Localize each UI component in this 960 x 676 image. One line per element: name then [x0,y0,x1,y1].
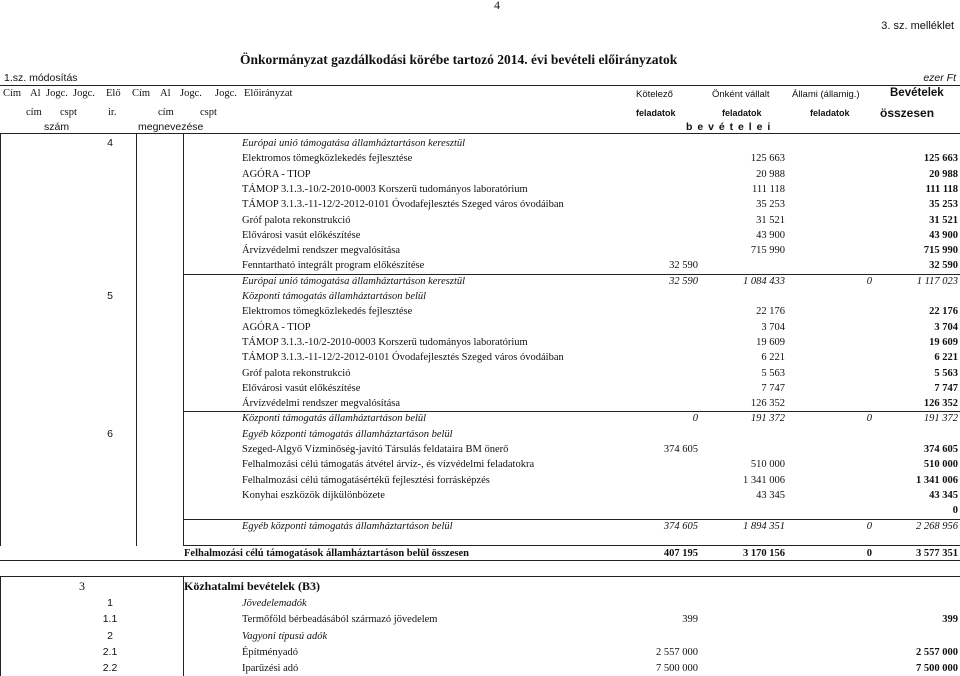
value-osszesen: 20 988 [929,168,958,180]
row-name: Európai unió támogatása államháztartáson keresztül [242,275,466,287]
table-row [0,350,960,365]
table-row [0,457,960,472]
value-onkent: 1 341 006 [743,474,785,486]
row-number: 2.2 [102,662,118,675]
page-number: 4 [494,0,500,12]
row-name: Európai unió támogatása államháztartáson keresztül [242,138,466,149]
value-onkent: 43 900 [756,229,785,241]
row-name: Központi támogatás államháztartáson belül [242,291,427,302]
page-title: Önkormányzat gazdálkodási körébe tartozó 2014. évi bevételi előirányzatok [240,52,678,67]
value-onkent: 22 176 [756,306,785,318]
hdr-al: Al [30,88,41,99]
hdr-eloiranyzat: Előirányzat [244,88,293,99]
row-number: 1 [107,597,113,609]
value-onkent: 6 221 [761,352,785,364]
value-allami: 0 [866,413,872,425]
value-osszesen: 125 663 [923,153,958,165]
row-name: AGÓRA - TIOP [242,168,311,180]
row-number: 2.1 [102,645,118,658]
total-kotelezo: 407 195 [663,548,698,559]
row-name: TÁMOP 3.1.3.-10/2-2010-0003 Korszerű tudományos laboratórium [242,183,528,195]
value-allami: 0 [866,520,872,532]
row-name: Konyhai eszközök díjkülönbözete [242,489,385,501]
total-osszesen: 3 577 351 [916,548,958,559]
group-header-row [0,427,960,442]
hdr-kotelezo: Kötelező [636,89,673,100]
hdr-jogc4: Jogc. [215,88,237,99]
row-name: Elektromos tömegközlekedés fejlesztése [242,306,413,318]
hdr-cim2: Cím [132,88,151,99]
hdr2-ir: ir. [108,107,117,118]
value-osszesen: 19 609 [929,336,958,348]
value-osszesen: 3 704 [934,321,958,333]
value-kotelezo: 32 590 [669,275,698,287]
value-onkent: 20 988 [756,168,785,180]
table-row [0,182,960,197]
table-row [0,243,960,258]
table-row [0,645,960,660]
value-kotelezo: 374 605 [663,444,698,455]
table-row [0,381,960,396]
row-name: Központi támogatás államháztartáson belül [242,413,427,425]
value-osszesen: 1 341 006 [916,474,958,486]
row-number: 2 [107,629,113,642]
hdr2-cim: cím [26,107,42,118]
row-name: Szeged-Algyő Vízminőség-javító Társulás feldataira BM önerő [242,444,509,455]
value-osszesen: 111 118 [925,183,958,195]
value-osszesen: 7 500 000 [916,663,958,675]
value-onkent: 19 609 [756,336,785,348]
row-name: Iparűzési adó [242,663,299,675]
row-name: Termőföld bérbeadásából származó jövedelem [242,614,438,626]
value-osszesen: 191 372 [923,413,958,425]
value-onkent: 125 663 [750,153,785,165]
table-row [0,629,960,644]
row-name: Elektromos tömegközlekedés fejlesztése [242,153,413,165]
value-osszesen: 510 000 [923,459,958,471]
value-kotelezo: 374 605 [663,520,698,532]
row-name: Árvízvédelmi rendszer megvalósítása [242,245,401,257]
value-osszesen: 374 605 [923,444,958,455]
row-name: TÁMOP 3.1.3.-11-12/2-2012-0101 Óvodafejlesztés Szeged város óvodáiban [242,199,564,211]
subtotal-row [0,274,960,289]
row-number: 5 [107,290,113,302]
hdr-allami: Állami (államig.) [792,89,860,100]
table-row [0,488,960,503]
row-number: 6 [107,427,113,440]
table-row [0,366,960,381]
value-osszesen: 399 [942,614,958,626]
hdr-elo: Elő [106,88,121,99]
table-row [0,661,960,676]
hdr2-cspt2: cspt [200,107,217,118]
value-kotelezo: 2 557 000 [656,646,698,658]
section-title: Közhatalmi bevételek (B3) [184,579,320,593]
hdr-jogc3: Jogc. [180,88,202,99]
row-number: 4 [107,137,113,149]
total-name: Felhalmozási célú támogatások államháztartáson belül összesen [184,548,469,559]
value-onkent: 1 894 351 [743,520,785,532]
value-osszesen: 31 521 [929,214,958,226]
hdr-allami2: feladatok [810,108,850,118]
table-row [0,503,960,518]
value-osszesen: 43 345 [929,489,958,501]
value-onkent: 43 345 [756,489,785,501]
table-row [0,304,960,319]
value-onkent: 3 704 [761,321,785,333]
value-allami: 0 [866,275,872,287]
row-name: Felhalmozási célú támogatásértékű fejlesztési forrásképzés [242,474,490,486]
row-name: Egyéb központi támogatás államháztartáson belül [242,520,453,532]
subtotal-row [0,411,960,426]
row-name: Vagyoni típusú adók [242,630,328,642]
group-header-row [0,289,960,304]
value-onkent: 31 521 [756,214,785,226]
table-row [0,396,960,411]
hdr-megnevezese: megnevezése [138,121,204,133]
value-osszesen: 715 990 [923,245,958,257]
hdr-onkent2: feladatok [722,108,762,118]
row-name: Felhalmozási célú támogatás átvétel árvíz-, és vízvédelmi feladatokra [242,459,535,471]
value-onkent: 7 747 [761,382,785,394]
value-onkent: 715 990 [750,245,785,257]
table-row [0,473,960,488]
table-row [0,213,960,228]
value-osszesen: 35 253 [929,199,958,211]
table-row [0,228,960,243]
value-osszesen: 126 352 [923,398,958,410]
value-osszesen: 1 117 023 [916,275,958,287]
unit-label: ezer Ft [923,72,956,84]
group-header-row [0,136,960,151]
row-name: Gróf palota rekonstrukció [242,214,351,226]
hdr-jogc1: Jogc. [46,88,68,99]
value-osszesen: 7 747 [934,382,958,394]
header-row2 [0,107,600,121]
table-row [0,151,960,166]
row-name: TÁMOP 3.1.3.-10/2-2010-0003 Korszerű tudományos laboratórium [242,336,528,348]
table-row [0,335,960,350]
row-name: AGÓRA - TIOP [242,321,311,333]
hdr-bevetelek: Bevételek [890,87,944,99]
value-kotelezo: 32 590 [669,260,698,272]
value-osszesen: 0 [952,505,958,517]
row-name: Gróf palota rekonstrukció [242,367,351,379]
value-onkent: 35 253 [756,199,785,211]
table-row [0,596,960,611]
value-osszesen: 6 221 [934,352,958,364]
row-name: Jövedelemadók [242,598,307,609]
table-row [0,258,960,273]
modification-label: 1.sz. módosítás [4,72,78,84]
row-name: Építményadó [242,646,298,658]
table-row [0,320,960,335]
total-allami: 0 [866,548,872,559]
subtotal-row [0,519,960,534]
row-name: Egyéb központi támogatás államháztartáson belül [242,428,453,440]
hdr-osszesen: összesen [880,106,935,120]
value-onkent: 5 563 [761,367,785,379]
row-name: TÁMOP 3.1.3.-11-12/2-2012-0101 Óvodafejlesztés Szeged város óvodáiban [242,352,564,364]
section-number: 3 [79,579,85,593]
value-onkent: 1 084 433 [743,275,785,287]
hdr-al2: Al [160,88,171,99]
row-name: Elővárosi vasút előkészítése [242,382,361,394]
hdr2-cspt: cspt [60,107,77,118]
value-onkent: 191 372 [750,413,785,425]
row-name: Árvízvédelmi rendszer megvalósítása [242,398,401,410]
value-kotelezo: 399 [682,614,698,626]
hdr-jogc2: Jogc. [73,88,95,99]
row-name: Fenntartható integrált program előkészítése [242,260,425,272]
row-name: Elővárosi vasút előkészítése [242,229,361,241]
total-onkent: 3 170 156 [743,548,785,559]
table-row [0,442,960,457]
value-osszesen: 5 563 [934,367,958,379]
value-osszesen: 22 176 [929,306,958,318]
value-osszesen: 2 557 000 [916,646,958,658]
value-kotelezo: 0 [692,413,698,425]
table-row [0,167,960,182]
row-number: 1.1 [102,613,118,626]
grand-total-row [0,546,960,561]
value-onkent: 126 352 [750,398,785,410]
hdr-cim: Cím [3,88,22,99]
value-osszesen: 43 900 [929,229,958,241]
value-onkent: 510 000 [750,459,785,471]
table-row [0,197,960,212]
section-header-row [0,578,960,593]
hdr2-cim2: cím [158,107,174,118]
value-osszesen: 2 268 956 [916,520,958,532]
value-osszesen: 32 590 [929,260,958,272]
annex-label: 3. sz. melléklet [881,20,954,32]
value-onkent: 111 118 [752,183,785,195]
hdr-szam: szám [44,121,70,133]
hdr-kotelezo2: feladatok [636,108,676,118]
value-kotelezo: 7 500 000 [656,663,698,675]
hdr-onkent: Önként vállalt [712,89,770,100]
hdr-bevetelei: b e v é t e l e i [686,121,772,133]
table-row [0,612,960,627]
